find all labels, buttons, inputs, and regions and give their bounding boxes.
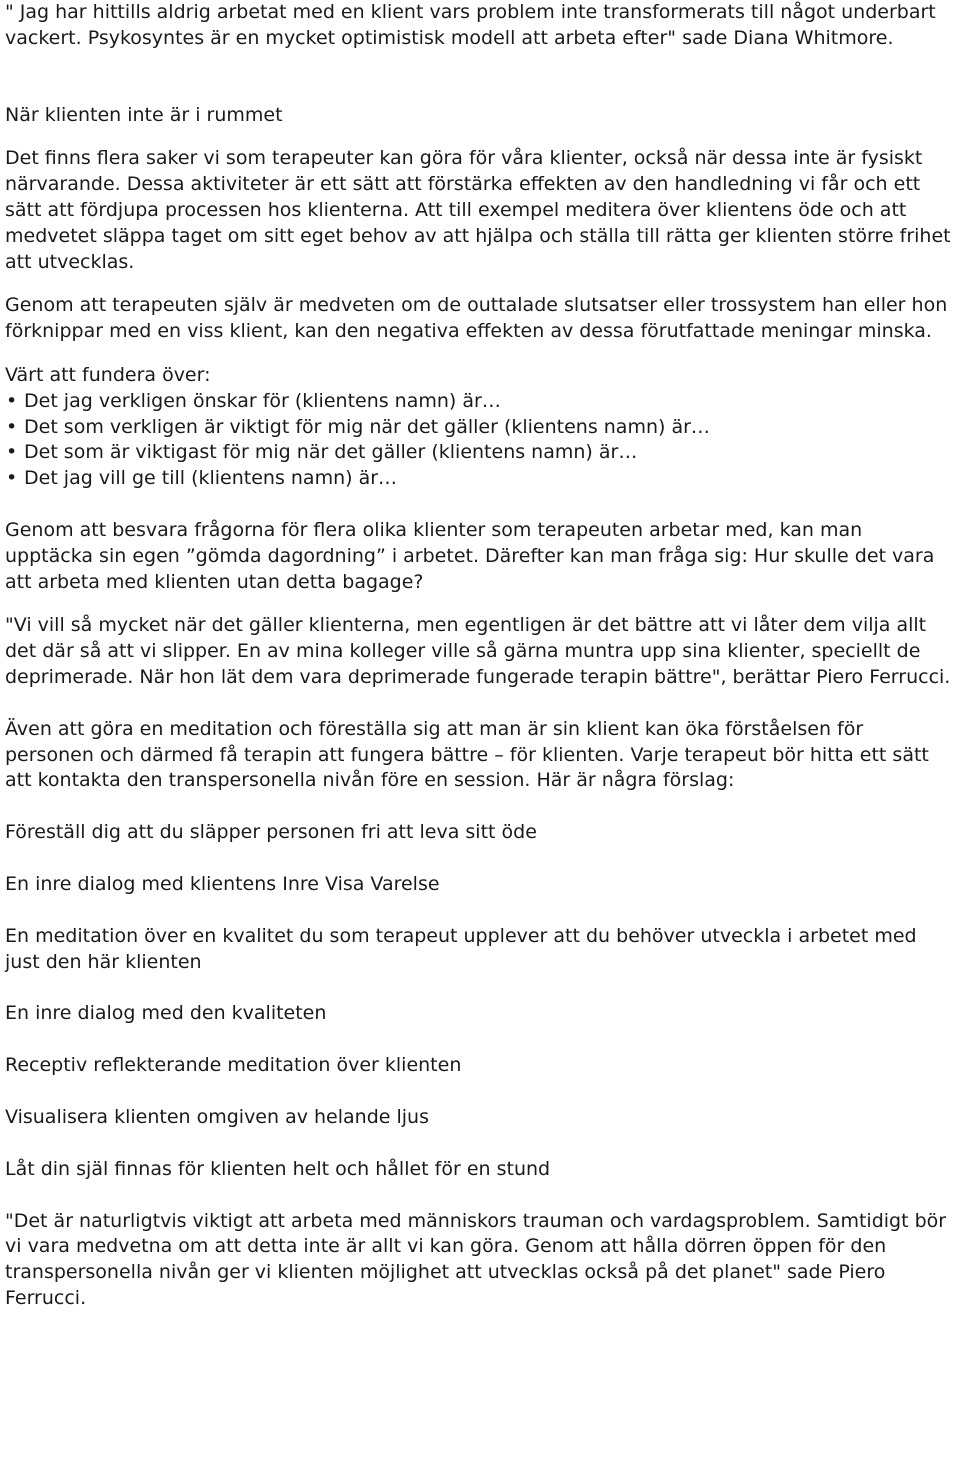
suggestion-1: Föreställ dig att du släpper personen fri att leva sitt öde: [5, 821, 537, 844]
reflection-list: [5, 389, 956, 492]
suggestion-6: Visualisera klienten omgiven av helande ljus: [5, 1105, 429, 1128]
list-item: • Det jag vill ge till (klientens namn) är…: [5, 466, 956, 492]
list-item: • Det jag verkligen önskar för (klientens namn) är…: [5, 389, 956, 415]
paragraph-2: Genom att terapeuten själv är medveten om de outtalade slutsatser eller trossystem han eller hon förknippar med en viss klient, kan den negativa effekten av dessa förutfattade meningar minska.: [5, 294, 948, 343]
list-item: • Det som verkligen är viktigt för mig när det gäller (klientens namn) är…: [5, 415, 956, 441]
list-item: • Det som är viktigast för mig när det gäller (klientens namn) är…: [5, 440, 956, 466]
paragraph-1: Det finns flera saker vi som terapeuter kan göra för våra klienter, också när dessa inte är fysiskt närvarande. Dessa aktiviteter är ett sätt att förstärka effekten av den handledning vi får och ett sätt att fördjupa processen hos klienterna. Att till exempel meditera över klientens öde och att medvetet släppa taget om sitt eget behov av att hjälpa och ställa till rätta ger klienten större frihet att utvecklas.: [5, 147, 951, 273]
list-intro: Värt att fundera över:: [5, 363, 211, 386]
paragraph-3: Genom att besvara frågorna för flera olika klienter som terapeuten arbetar med, kan man upptäcka sin egen ”gömda dagordning” i arbetet. Därefter kan man fråga sig: Hur skulle det vara att arbeta med klienten utan detta bagage?: [5, 518, 935, 593]
paragraph-4: "Vi vill så mycket när det gäller klienterna, men egentligen är det bättre att vi låter dem vilja allt det där så att vi slipper. En av mina kolleger ville så gärna muntra upp sina klienter, speciellt de deprimerade. När hon lät dem vara deprimerade fungerade terapin bättre", berättar Piero Ferrucci.: [5, 614, 951, 688]
paragraph-5: Även att göra en meditation och föreställa sig att man är sin klient kan öka förståelsen för personen och därmed få terapin att fungera bättre – för klienten. Varje terapeut bör hitta ett sätt att kontakta den transpersonella nivån före en session. Här är några förslag:: [5, 717, 929, 792]
intro-quote: " Jag har hittills aldrig arbetat med en klient vars problem inte transformerats till något underbart vackert. Psykosyntes är en mycket optimistisk modell att arbeta efter" sade Diana Whitmore.: [5, 1, 936, 49]
suggestion-5: Receptiv reflekterande meditation över klienten: [5, 1054, 462, 1077]
suggestion-7: Låt din själ finnas för klienten helt och hållet för en stund: [5, 1157, 551, 1180]
suggestion-3: En meditation över en kvalitet du som terapeut upplever att du behöver utveckla i arbetet med just den här klienten: [5, 924, 917, 973]
section-heading: När klienten inte är i rummet: [5, 103, 283, 126]
closing-quote: "Det är naturligtvis viktigt att arbeta med människors trauman och vardagsproblem. Samtidigt bör vi vara medvetna om att detta inte är allt vi kan göra. Genom att hålla dörren öppen för den transpersonella nivån ger vi klienten möjlighet att utvecklas också på det planet" sade Piero Ferrucci.: [5, 1209, 947, 1309]
suggestion-4: En inre dialog med den kvaliteten: [5, 1002, 327, 1025]
suggestion-2: En inre dialog med klientens Inre Visa Varelse: [5, 872, 440, 895]
